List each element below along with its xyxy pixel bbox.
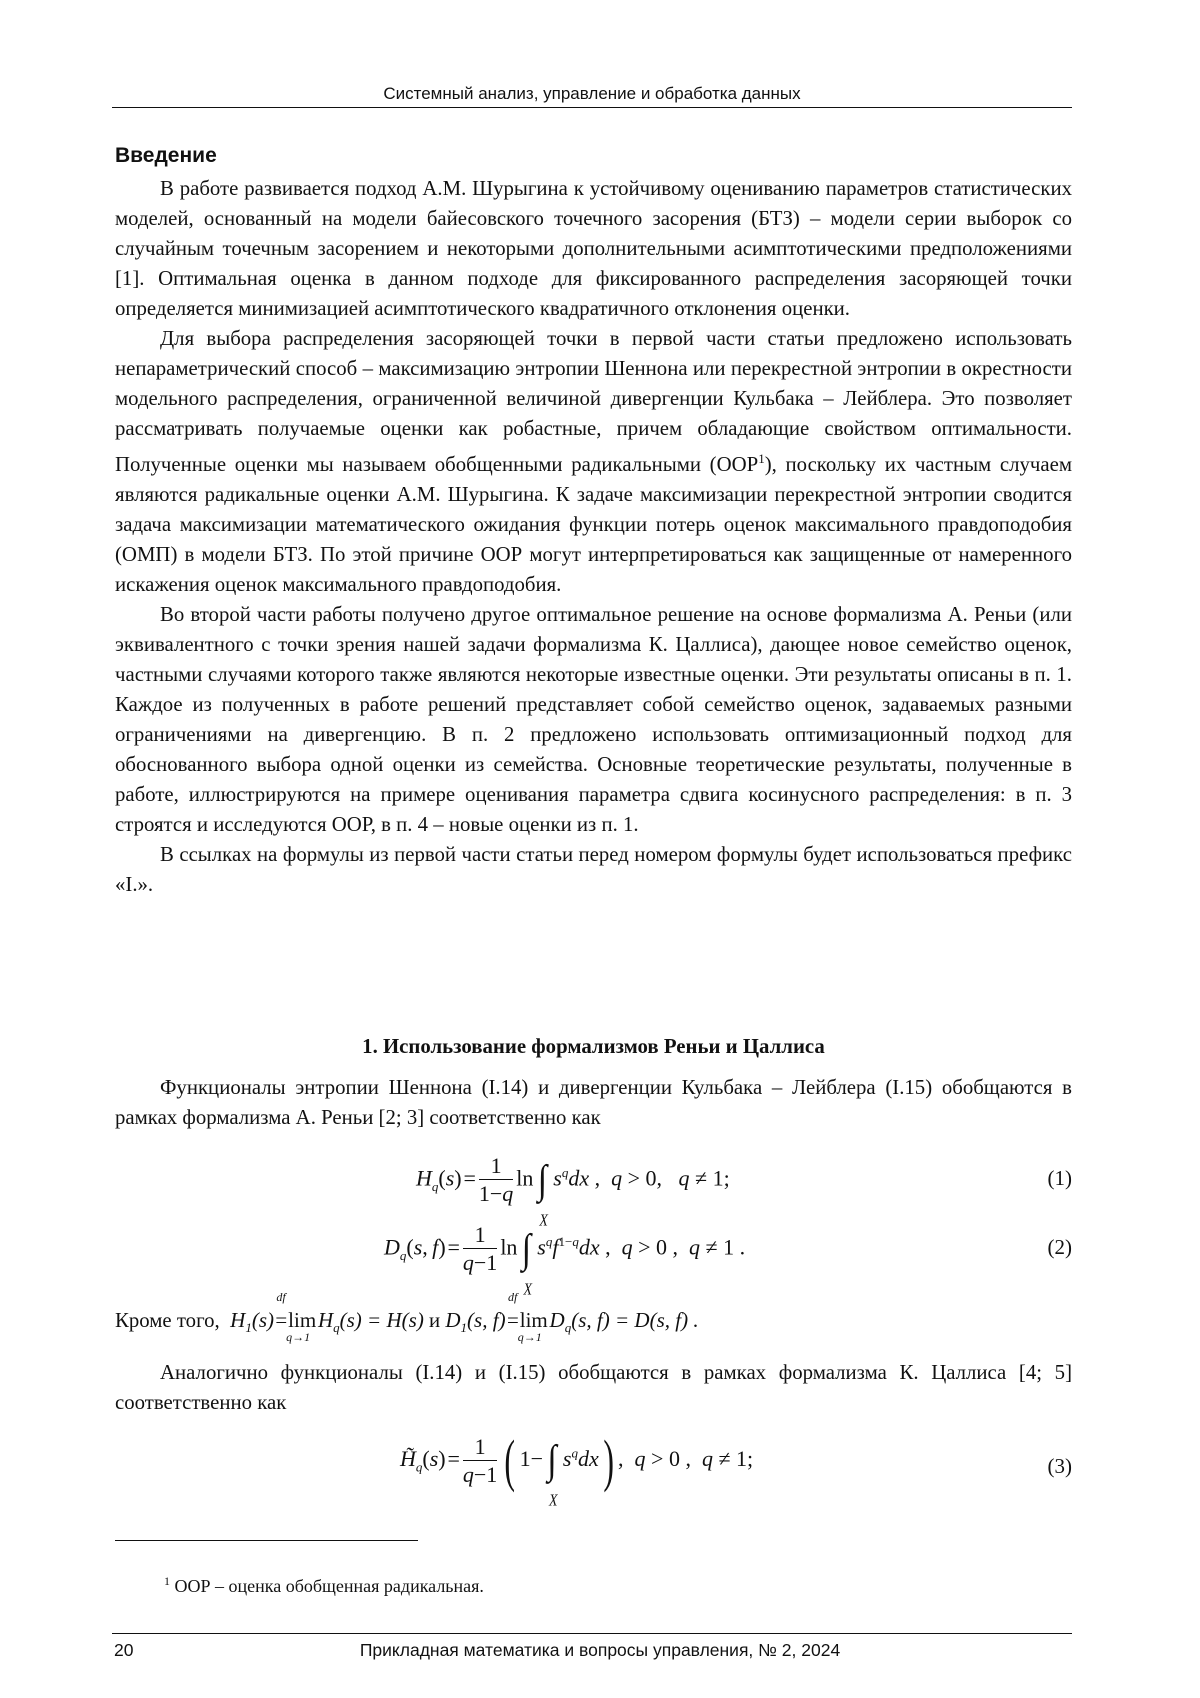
intro-paragraph-2 <box>115 324 1072 600</box>
limits-intro-text: Кроме того, <box>115 1309 220 1332</box>
limits-line: Кроме того, H1(s) df =lim q→1 Hq(s) = H(s) и D1(s, f) df =lim q→1 Dq(s, f) = D(s, f) . <box>115 1308 699 1336</box>
page <box>0 0 1200 1698</box>
equation-1-number: (1) <box>1048 1166 1073 1191</box>
footnote-mark: 1 <box>164 1574 170 1588</box>
equation-3-number: (3) <box>1048 1454 1073 1479</box>
footnote-rule <box>115 1540 418 1541</box>
intro-paragraph-2-part-a: Для выбора распределения засоряющей точки в первой части статьи предложено ис­пользовать непараметрический способ – максимизацию энтропии Шеннона или перекре­стной энтропии в окрестности модельного распределения, ограниченной величиной дивер­генции Кульбака – Лейблера. Это позволяет рассматривать получаемые оценки как роба­стные, причем обладающие свойством оптимальности. Полученные оценки мы называем обобщенными радикальными (ООР <box>115 327 1072 476</box>
intro-paragraph-4: В ссылках на формулы из первой части статьи перед номером формулы будет исполь­зоваться префикс «I.». <box>115 840 1072 900</box>
footer-rule <box>112 1633 1072 1634</box>
footnote-text: ООР – оценка обобщенная радикальная. <box>175 1576 484 1596</box>
intro-paragraph-1: В работе развивается подход А.М. Шурыгина к устойчивому оцениванию параметров статистических моделей, основанный на модели байесовского точечного засорения (БТЗ) – модели серии выборок со случайным точечным засорением и некоторыми дополнитель­ными асимптотическими предположениями [1]. Оптимальная оценка в данном подходе для фиксированного распределения засоряющей точки определяется минимизацией асимпто­тического квадратичного отклонения оценки. <box>115 174 1072 324</box>
limits-and-text: и <box>429 1309 440 1332</box>
running-header: Системный анализ, управление и обработка данных <box>112 84 1072 108</box>
equation-2: Dq(s, f) = 1 q−1 ln ∫ X sqf1−qdx , q > 0 , q ≠ 1 . <box>384 1222 745 1277</box>
journal-footer: Прикладная математика и вопросы управления, № 2, 2024 <box>0 1640 1200 1661</box>
section-1-body-2 <box>115 1358 1072 1418</box>
intro-paragraph-2-part-b: ), поскольку их частным случаем являются радикаль­ные оценки А.М. Шурыгина. К задаче максимизации перекрестной энтропии сводится за­дача максимизации математического ожидания функции потерь оценок максимального правдоподобия (ОМП) в модели БТЗ. По этой причине ООР могут интерпретироваться как защищенные от намеренного искажения оценок максимального правдоподобия. <box>115 453 1072 596</box>
page-number: 20 <box>114 1640 133 1661</box>
equation-3: H̃q(s) = 1 q−1 ( 1− ∫ X sqdx) , q > 0 , q ≠ 1; <box>400 1432 753 1490</box>
section-1-paragraph-2: Аналогично функционалы (I.14) и (I.15) обобщаются в рамках формализма К. Цаллиса [4; 5] соответственно как <box>115 1358 1072 1418</box>
equation-2-number: (2) <box>1048 1235 1073 1260</box>
section-1-paragraph-1: Функционалы энтропии Шеннона (I.14) и дивергенции Кульбака – Лейблера (I.15) обобщаются в рамках формализма А. Реньи [2; 3] соответственно как <box>115 1073 1072 1133</box>
footnote <box>164 1574 484 1597</box>
intro-body <box>115 174 1072 900</box>
intro-heading: Введение <box>115 144 217 168</box>
section-1-intro <box>115 1073 1072 1133</box>
section-1-heading: 1. Использование формализмов Реньи и Цаллиса <box>115 1035 1072 1059</box>
footnote-reference: 1 <box>758 451 765 466</box>
equation-1: Hq(s) = 1 1−q ln ∫ X sqdx , q > 0, q ≠ 1; <box>416 1153 730 1208</box>
intro-paragraph-3: Во второй части работы получено другое оптимальное решение на основе формализма А. Реньи (или эквивалентного с точки зрения нашей задачи формализма К. Цаллиса), дающее новое семейство оценок, частными случаями которого также являются некоторые известные оценки. Эти результаты описаны в п. 1. Каждое из полученных в работе реше­ний представляет собой семейство оценок, задаваемых разными ограничениями на дивер­генцию. В п. 2 предложено использовать оптимизационный подход для обоснованного вы­бора одной оценки из семейства. Основные теоретические результаты, полученные в рабо­те, иллюстрируются на примере оценивания параметра сдвига косинусного распределения: в п. 3 строятся и исследуются ООР, в п. 4 – новые оценки из п. 1. <box>115 600 1072 840</box>
